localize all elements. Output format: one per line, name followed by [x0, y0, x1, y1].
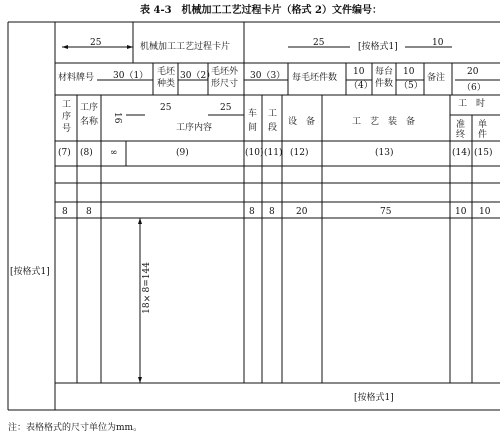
op-no-line1: 工 [62, 100, 72, 110]
width-dim: 8 [62, 207, 68, 217]
blank-size-dim: 30（3） [250, 71, 286, 81]
hours-prep-line1: 准 [456, 120, 466, 130]
width-dim: 8 [269, 207, 275, 217]
remark-dim: 20 [467, 67, 479, 77]
workshop-line1: 车 [248, 109, 258, 119]
remark-label: 备注 [427, 73, 446, 83]
col-number: (11) [264, 148, 283, 158]
per-unit-line2: 件数 [375, 79, 394, 89]
document-title: 表 4-3 机械加工工艺过程卡片（格式 2）文件编号： [140, 5, 382, 16]
blank-type-line2: 种类 [157, 79, 176, 89]
col-number: (13) [375, 148, 394, 158]
per-blank-label: 每毛坯件数 [292, 73, 338, 83]
op-no-line3: 号 [62, 124, 72, 134]
section-line1: 工 [268, 109, 278, 119]
dim-25-mid: 25 [313, 38, 325, 48]
hours-unit-line2: 件 [478, 130, 488, 140]
col-number: (8) [80, 148, 93, 158]
dim-10-top: 10 [432, 38, 444, 48]
width-dim: 10 [455, 207, 467, 217]
remark-num: （6） [462, 83, 486, 93]
col-number: ∞ [110, 148, 118, 158]
hours-header: 工 时 [458, 99, 486, 109]
hours-unit-line1: 单 [478, 120, 488, 130]
dim-25-left: 25 [90, 38, 102, 48]
material-label: 材料牌号 [58, 73, 95, 83]
blank-size-line1: 毛坯外 [211, 67, 239, 77]
tooling-header: 工 艺 装 备 [352, 117, 416, 127]
card-name: 机械加工工艺过程卡片 [140, 42, 231, 52]
per-unit-line1: 每台 [375, 67, 394, 77]
footnote: 注：表格格式的尺寸单位为mm。 [8, 423, 143, 433]
col-number: (9) [176, 148, 189, 158]
col-number: (15) [474, 148, 493, 158]
blank-type-dim: 30（2） [180, 71, 216, 81]
width-dim: 10 [479, 207, 491, 217]
row-height-label: 18×8=144 [142, 262, 152, 314]
format1-top: [按格式1] [358, 42, 398, 52]
op-content: 工序内容 [176, 123, 213, 133]
format1-bottom: [按格式1] [354, 393, 394, 403]
blank-type-line1: 毛坯 [157, 67, 176, 77]
per-blank-dim: 10 [353, 67, 365, 77]
dim-16: 16 [112, 112, 122, 124]
col-number: (7) [58, 148, 71, 158]
op-name-line2: 名称 [80, 117, 99, 127]
dim-25-b: 25 [220, 103, 232, 113]
op-name-line1: 工序 [80, 103, 99, 113]
hours-prep-line2: 终 [456, 130, 466, 140]
section-line2: 段 [268, 123, 278, 133]
op-no-line2: 序 [62, 112, 72, 122]
format1-left: [按格式1] [10, 267, 50, 277]
col-number: (14) [452, 148, 471, 158]
per-unit-num: （5） [399, 81, 423, 91]
width-dim: 75 [380, 207, 392, 217]
material-dim: 30（1） [113, 71, 149, 81]
dim-25-a: 25 [160, 103, 172, 113]
per-blank-num: （4） [349, 81, 373, 91]
col-number: (10) [245, 148, 264, 158]
width-dim: 20 [296, 207, 308, 217]
width-dim: 8 [249, 207, 255, 217]
equipment-header: 设 备 [288, 117, 316, 127]
per-unit-dim: 10 [403, 67, 415, 77]
width-dim: 8 [86, 207, 92, 217]
workshop-line2: 间 [248, 123, 258, 133]
col-number: (12) [290, 148, 309, 158]
blank-size-line2: 形尺寸 [211, 79, 239, 89]
